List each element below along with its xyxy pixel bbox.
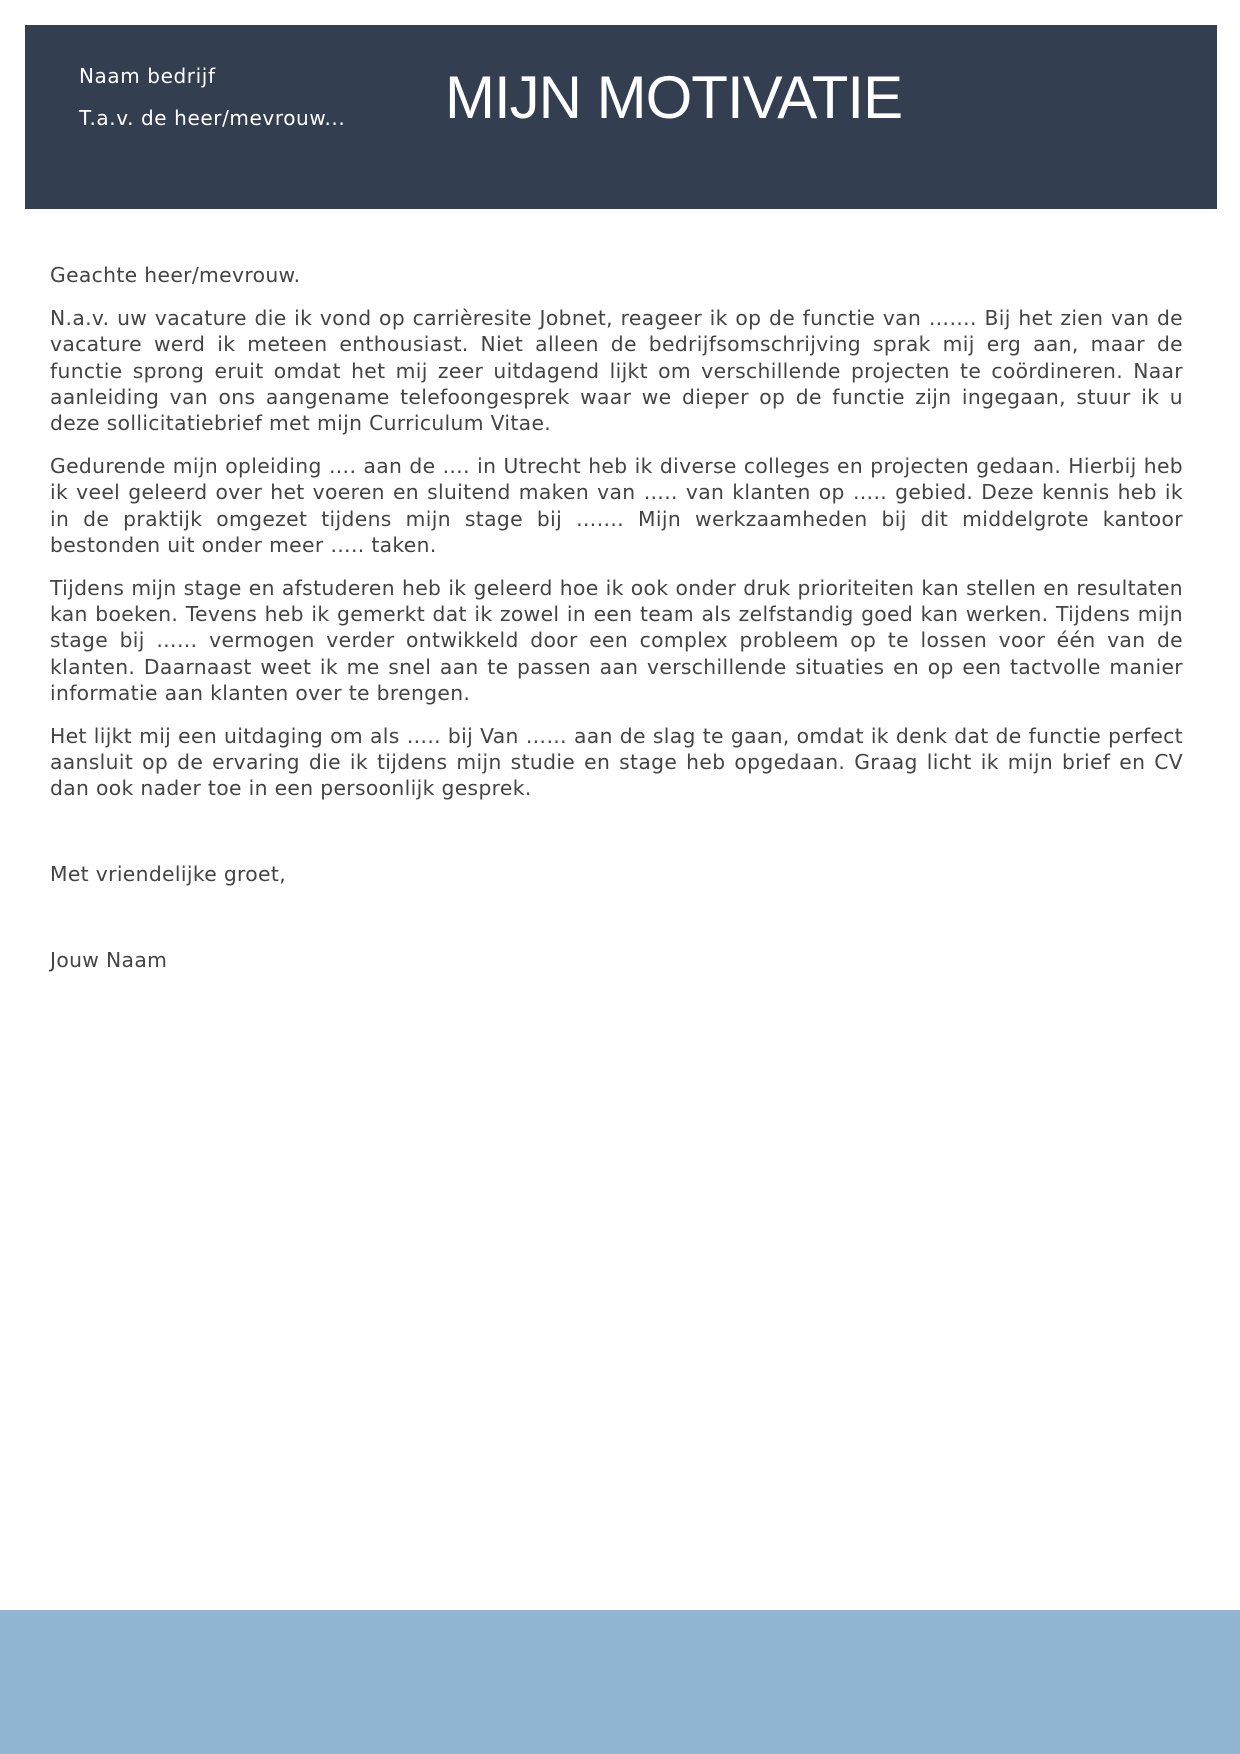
paragraph-education: Gedurende mijn opleiding …. aan de …. in Utrecht heb ik diverse colleges en projecten gedaan. Hierbij heb ik veel geleerd over het voeren en sluitend maken van ….. van klanten op ….. gebied. Deze kennis heb ik in de praktijk omgezet tijdens mijn stage bij ……. Mijn werkzaamheden bij dit middelgrote kantoor bestonden uit onder meer ….. taken. <box>50 454 1183 557</box>
attention-line: T.a.v. de heer/mevrouw... <box>79 106 346 130</box>
paragraph-experience: Tijdens mijn stage en afstuderen heb ik geleerd hoe ik ook onder druk prioriteiten kan stellen en resultaten kan boeken. Tevens heb ik gemerkt dat ik zowel in een team als zelfstandig goed kan werken. Tijdens mijn stage bij …… vermogen verder ontwikkeld door een complex probleem op te lossen voor één van de klanten. Daarnaast weet ik me snel aan te passen aan verschillende situaties en op een tactvolle manier informatie aan klanten over te brengen. <box>50 576 1183 705</box>
paragraph-introduction: N.a.v. uw vacature die ik vond op carrièresite Jobnet, reageer ik op de functie van ……. Bij het zien van de vacature werd ik meteen enthousiast. Niet alleen de bedrijfsomschrijving sprak mij erg aan, maar de functie sprong eruit omdat het mij zeer uitdagend lijkt om verschillende projecten te coördineren. Naar aanleiding van ons aangename telefoongesprek waar we dieper op de functie zijn ingegaan, stuur ik u deze sollicitatiebrief met mijn Curriculum Vitae. <box>50 306 1183 436</box>
letter-body <box>50 262 1183 819</box>
salutation: Geachte heer/mevrouw. <box>50 263 301 287</box>
recipient-block <box>79 55 345 139</box>
signature-name: Jouw Naam <box>50 948 168 972</box>
header-banner <box>25 25 1217 209</box>
paragraph-conclusion: Het lijkt mij een uitdaging om als ….. bij Van …… aan de slag te gaan, omdat ik denk dat de functie perfect aansluit op de ervaring die ik tijdens mijn studie en stage heb opgedaan. Graag licht ik mijn brief en CV dan ook nader toe in een persoonlijk gesprek. <box>50 724 1183 801</box>
page-title: MIJN MOTIVATIE <box>445 64 903 131</box>
footer-band <box>0 1610 1240 1754</box>
company-name: Naam bedrijf <box>79 64 216 88</box>
closing: Met vriendelijke groet, <box>50 862 286 886</box>
